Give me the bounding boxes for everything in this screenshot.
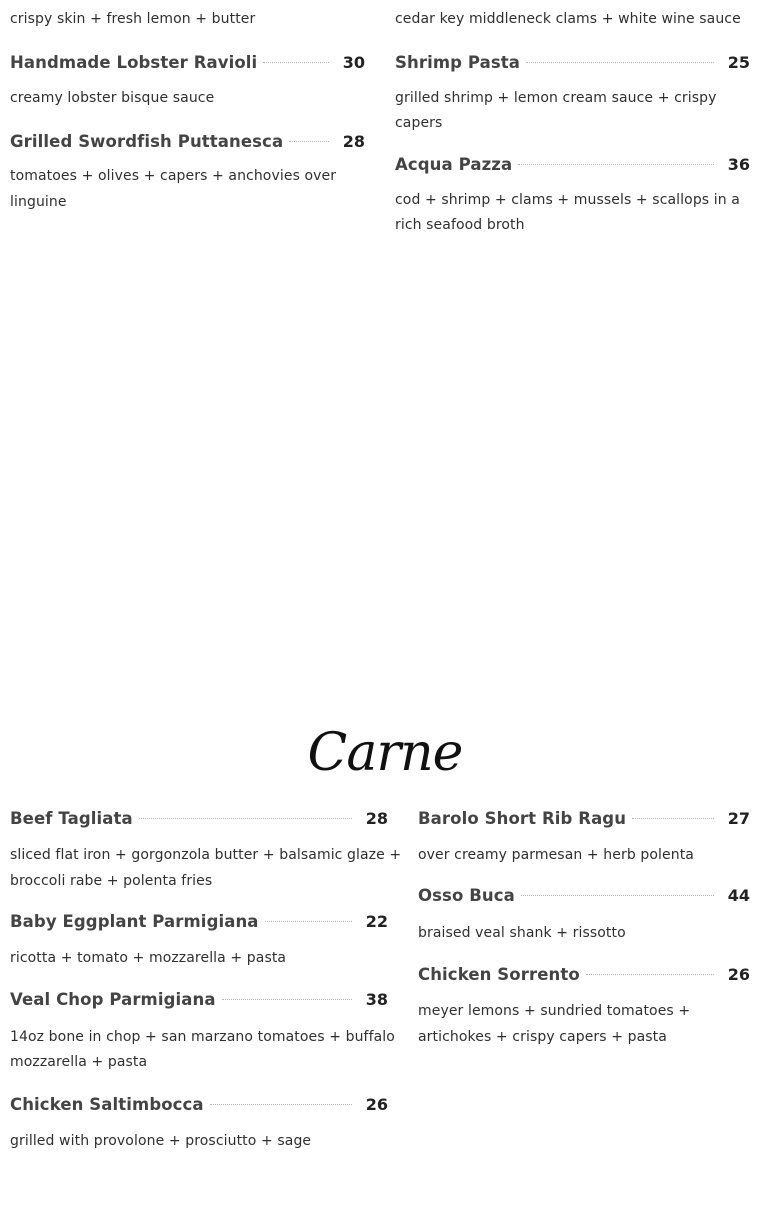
item-name: Chicken Saltimbocca [10,1095,204,1114]
dot-leader [210,1104,352,1105]
menu-item-chicken-sorrento [418,962,750,986]
item-name: Beef Tagliata [10,808,133,828]
item-price: 22 [365,911,388,931]
item-price: 25 [727,53,750,72]
dot-leader [526,62,714,63]
item-name: Acqua Pazza [395,155,513,174]
item-description: crispy skin + fresh lemon + butter [10,11,256,27]
item-name: Veal Chop Parmigiana [10,990,216,1009]
item-description: tomatoes + olives + capers + anchovies over linguine [10,168,337,210]
menu-item-osso-buca [418,884,750,908]
dot-leader [586,974,714,975]
seafood-left-column [10,7,365,215]
item-price: 36 [727,155,750,174]
item-name: Chicken Sorrento [418,964,580,984]
item-description: creamy lobster bisque sauce [10,89,215,106]
item-price: 27 [727,808,750,828]
item-description: meyer lemons + sundried tomatoes + artichokes + crispy capers + pasta [418,1003,691,1045]
menu-item-swordfish-puttanesca [10,129,365,153]
menu-item-acqua-pazza [395,153,750,177]
item-description: grilled with provolone + prosciutto + sage [10,1132,312,1149]
menu-item-shrimp-pasta [395,51,750,75]
item-description: cod + shrimp + clams + mussels + scallops in a rich seafood broth [395,191,740,233]
menu-item-chicken-saltimbocca [10,1093,388,1117]
dot-leader [521,895,714,896]
menu-item-veal-chop-parmigiana [10,988,388,1012]
item-description: 14oz bone in chop + san marzano tomatoes + buffalo mozzarella + pasta [10,1028,395,1070]
item-price: 26 [365,1095,388,1114]
carne-right-column [418,806,750,1050]
item-name: Barolo Short Rib Ragu [418,808,627,828]
menu-item-baby-eggplant-parmigiana [10,909,388,933]
item-name: Handmade Lobster Ravioli [10,53,258,72]
item-description: ricotta + tomato + mozzarella + pasta [10,950,287,966]
item-description: grilled shrimp + lemon cream sauce + crispy capers [395,89,717,131]
dot-leader [518,164,714,165]
menu-item-lobster-ravioli [10,51,365,75]
item-description: cedar key middleneck clams + white wine sauce [395,11,741,27]
item-name: Shrimp Pasta [395,53,520,72]
item-price: 28 [365,808,388,828]
item-price: 38 [365,990,388,1009]
item-description: braised veal shank + rissotto [418,924,626,941]
item-name: Osso Buca [418,886,515,905]
carne-left-column [10,806,402,1154]
dot-leader [263,62,329,63]
item-price: 30 [342,53,365,72]
item-price: 28 [342,131,365,151]
item-name: Baby Eggplant Parmigiana [10,911,259,931]
item-description: sliced flat iron + gorgonzola butter + balsamic glaze + broccoli rabe + polenta fries [10,847,402,889]
section-title-carne: Carne [307,723,463,783]
item-description: over creamy parmesan + herb polenta [418,847,694,863]
dot-leader [222,999,352,1000]
menu-item-barolo-short-rib-ragu [418,806,750,830]
dot-leader [265,921,352,922]
menu-item-beef-tagliata [10,806,388,830]
dot-leader [289,141,329,142]
item-price: 44 [727,886,750,905]
dot-leader [139,818,352,819]
dot-leader [632,818,714,819]
seafood-right-column [395,7,750,239]
item-name: Grilled Swordfish Puttanesca [10,131,284,151]
item-price: 26 [727,964,750,984]
